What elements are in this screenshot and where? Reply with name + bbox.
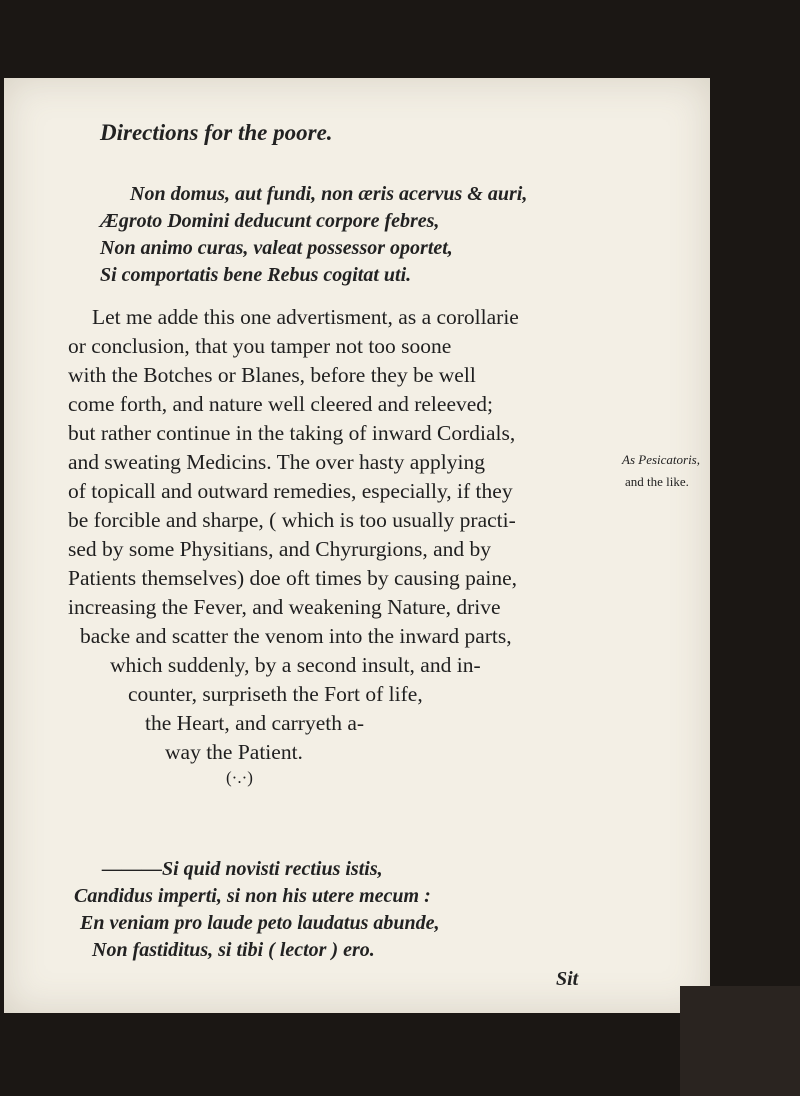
fleuron: (·.·): [226, 768, 253, 787]
body-line: and sweating Medicins. The over hasty applying: [68, 450, 485, 474]
body-line: increasing the Fever, and weakening Nature, drive: [68, 595, 501, 619]
verse-top-line: Non animo curas, valeat possessor oportet,: [100, 237, 453, 259]
verse-top-line: Si comportatis bene Rebus cogitat uti.: [100, 264, 412, 286]
body-line: the Heart, and carryeth a-: [145, 711, 365, 735]
verse-bottom-line: Non fastiditus, si tibi ( lector ) ero.: [92, 939, 375, 961]
verse-bottom-line: En veniam pro laude peto laudatus abunde,: [80, 912, 440, 934]
body-line: Patients themselves) doe oft times by causing paine,: [68, 566, 518, 590]
catchword: Sit: [556, 968, 579, 990]
body-line: which suddenly, by a second insult, and in-: [110, 653, 481, 677]
body-line: with the Botches or Blanes, before they be well: [68, 363, 476, 387]
body-line: or conclusion, that you tamper not too soone: [68, 334, 452, 358]
body-line: Let me adde this one advertisment, as a corollarie: [92, 305, 519, 329]
body-line: of topicall and outward remedies, especially, if they: [68, 479, 513, 503]
body-line: counter, surpriseth the Fort of life,: [128, 682, 423, 706]
margin-note-line: and the like.: [625, 474, 689, 489]
body-line: sed by some Physitians, and Chyrurgions, and by: [68, 537, 492, 561]
body-line: backe and scatter the venom into the inward parts,: [80, 624, 512, 648]
verse-bottom-line: ———Si quid novisti rectius istis,: [102, 858, 383, 880]
body-line: but rather continue in the taking of inward Cordials,: [68, 421, 516, 445]
background-corner: [680, 986, 800, 1096]
body-line: come forth, and nature well cleered and releeved;: [68, 392, 494, 416]
body-line: way the Patient.: [165, 740, 303, 764]
verse-top-line: Non domus, aut fundi, non æris acervus & auri,: [130, 183, 528, 205]
verse-top-line: Ægroto Domini deducunt corpore febres,: [100, 210, 440, 232]
body-line: be forcible and sharpe, ( which is too usually practi-: [68, 508, 516, 532]
margin-note-line: As Pesicatoris,: [622, 452, 700, 467]
page-heading: Directions for the poore.: [100, 120, 333, 145]
verse-bottom-line: Candidus imperti, si non his utere mecum :: [74, 885, 431, 907]
